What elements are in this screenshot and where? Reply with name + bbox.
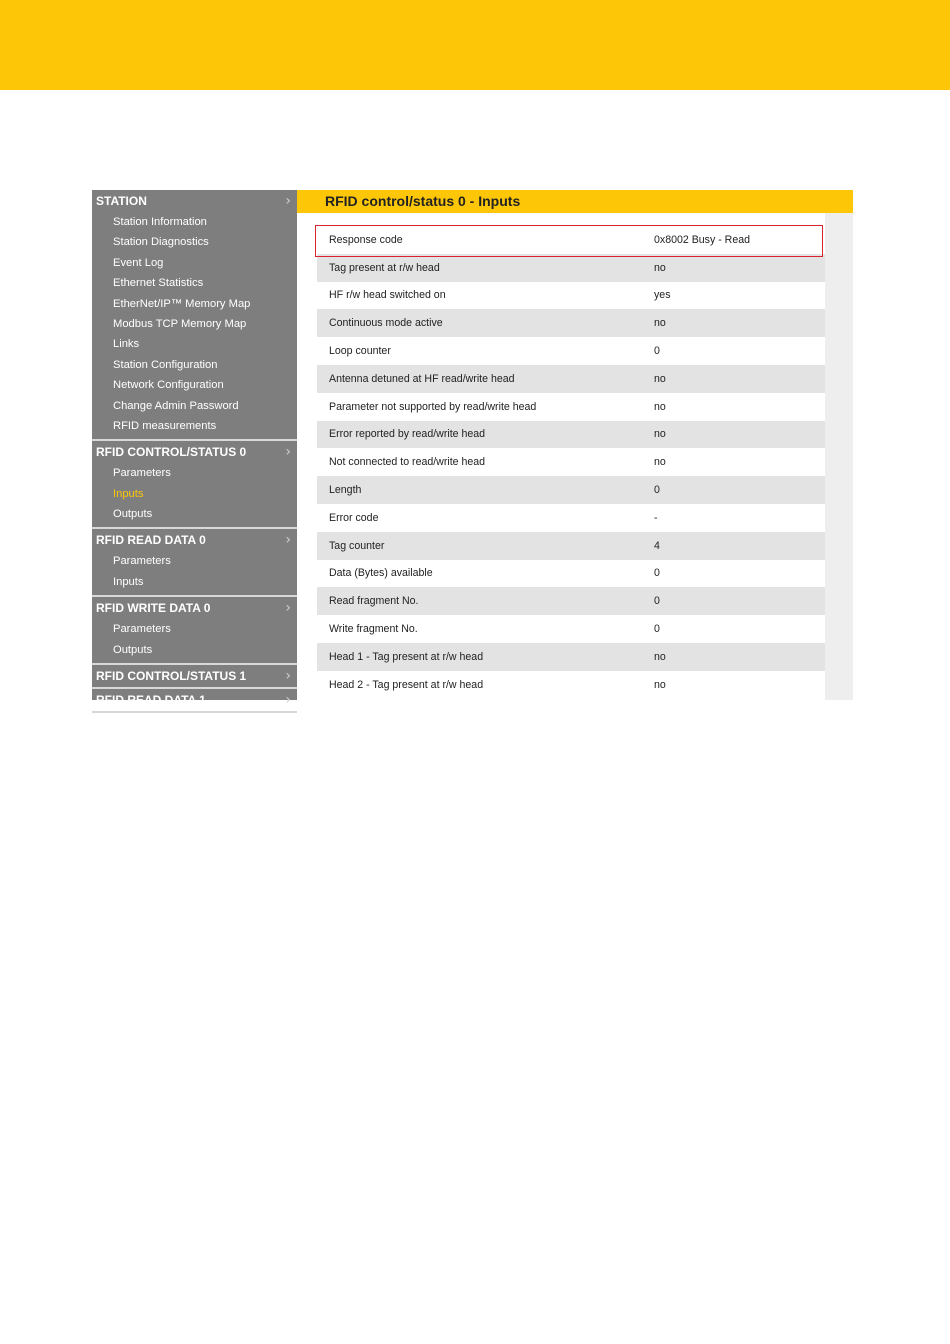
row-value: no (654, 678, 666, 691)
chevron-right-icon: › (285, 692, 291, 709)
row-value: no (654, 261, 666, 274)
chevron-right-icon: › (285, 532, 291, 549)
sidebar-header-label: RFID CONTROL/STATUS 1 (96, 669, 247, 684)
table-row (317, 309, 825, 337)
sidebar-item-outputs[interactable]: Outputs (113, 643, 153, 656)
sidebar-item-modbus-tcp-memory-map[interactable]: Modbus TCP Memory Map (113, 317, 247, 330)
row-label: Loop counter (329, 345, 391, 358)
main-panel (297, 190, 853, 700)
table-row (317, 448, 825, 476)
sidebar-header-label: RFID READ DATA 0 (96, 533, 206, 548)
scrollbar[interactable] (825, 213, 853, 700)
chevron-right-icon: › (285, 193, 291, 209)
row-label: Continuous mode active (329, 317, 443, 330)
sidebar-item-ethernet-ip-memory-map[interactable]: EtherNet/IP™ Memory Map (113, 297, 251, 310)
sidebar-header-rfid-read-data-0[interactable] (92, 529, 297, 551)
row-value: 0 (654, 345, 660, 358)
sidebar-item-station-configuration[interactable]: Station Configuration (113, 358, 218, 371)
row-label: Write fragment No. (329, 623, 418, 636)
row-value: no (654, 317, 666, 330)
sidebar-item-parameters[interactable]: Parameters (113, 623, 171, 636)
table-row (317, 226, 825, 254)
row-label: Read fragment No. (329, 595, 419, 608)
top-banner (0, 0, 950, 90)
row-value: no (654, 650, 666, 663)
table-row (317, 476, 825, 504)
sidebar-item-rfid-measurements[interactable]: RFID measurements (113, 419, 217, 432)
sidebar-items (92, 463, 297, 527)
row-label: Antenna detuned at HF read/write head (329, 372, 515, 385)
table-row (317, 587, 825, 615)
table-row (317, 393, 825, 421)
sidebar-item-parameters[interactable]: Parameters (113, 467, 171, 480)
row-label: Error reported by read/write head (329, 428, 486, 441)
row-label: Data (Bytes) available (329, 567, 433, 580)
sidebar-header-rfid-control-status-0[interactable] (92, 441, 297, 463)
table-row (317, 504, 825, 532)
sidebar-items (92, 619, 297, 663)
sidebar-nav (92, 190, 297, 709)
chevron-right-icon: › (285, 600, 291, 617)
row-value: 0 (654, 623, 660, 636)
row-value: 0 (654, 567, 660, 580)
row-label: Length (329, 484, 362, 497)
row-label: Not connected to read/write head (329, 456, 486, 469)
row-label: Response code (329, 233, 403, 246)
row-value: no (654, 456, 666, 469)
table-row (317, 365, 825, 393)
sidebar-item-inputs[interactable]: Inputs (113, 487, 144, 500)
row-label: Tag present at r/w head (329, 261, 440, 274)
sidebar-item-event-log[interactable]: Event Log (113, 256, 164, 269)
inputs-table (317, 226, 825, 699)
table-row (317, 282, 825, 310)
row-label: Tag counter (329, 539, 385, 552)
web-interface (92, 190, 853, 709)
sidebar-section-rfid-read-data-0 (92, 529, 297, 597)
sidebar-header-station[interactable] (92, 190, 297, 212)
sidebar-header-rfid-read-data-1[interactable] (92, 689, 297, 711)
sidebar-item-inputs[interactable]: Inputs (113, 575, 144, 588)
sidebar-section-station (92, 190, 297, 441)
row-value: 4 (654, 539, 660, 552)
table-row (317, 254, 825, 282)
table-row (317, 671, 825, 699)
sidebar-header-label: RFID WRITE DATA 0 (96, 601, 211, 616)
row-value: - (654, 511, 658, 524)
row-value: 0 (654, 595, 660, 608)
sidebar-item-station-information[interactable]: Station Information (113, 216, 207, 228)
row-label: Parameter not supported by read/write head (329, 400, 537, 413)
row-value: yes (654, 289, 671, 302)
row-label: Head 2 - Tag present at r/w head (329, 678, 484, 691)
row-value: no (654, 372, 666, 385)
sidebar-item-outputs[interactable]: Outputs (113, 508, 153, 521)
sidebar-section-rfid-read-data-1 (92, 689, 297, 713)
sidebar-section-rfid-control-status-1 (92, 665, 297, 689)
table-row (317, 421, 825, 449)
table-row (317, 532, 825, 560)
row-label: HF r/w head switched on (329, 289, 446, 302)
sidebar-header-label: STATION (96, 194, 147, 208)
sidebar-item-change-admin-password[interactable]: Change Admin Password (113, 399, 239, 412)
sidebar-header-rfid-write-data-0[interactable] (92, 597, 297, 619)
sidebar-header-label: RFID CONTROL/STATUS 0 (96, 445, 247, 460)
chevron-right-icon: › (285, 444, 291, 461)
row-value: no (654, 428, 666, 441)
table-row (317, 337, 825, 365)
chevron-right-icon: › (285, 668, 291, 685)
sidebar-item-network-configuration[interactable]: Network Configuration (113, 379, 224, 392)
table-row (317, 615, 825, 643)
row-label: Error code (329, 511, 379, 524)
sidebar-item-links[interactable]: Links (113, 338, 140, 351)
sidebar-item-parameters[interactable]: Parameters (113, 555, 171, 568)
row-value: no (654, 400, 666, 413)
sidebar-section-rfid-control-status-0 (92, 441, 297, 529)
row-value: 0x8002 Busy - Read (654, 233, 750, 246)
sidebar-header-label: RFID READ DATA 1 (96, 693, 206, 708)
page-title: RFID control/status 0 - Inputs (325, 193, 521, 209)
sidebar-items (92, 551, 297, 595)
table-row (317, 560, 825, 588)
sidebar-item-station-diagnostics[interactable]: Station Diagnostics (113, 236, 209, 249)
row-label: Head 1 - Tag present at r/w head (329, 650, 484, 663)
sidebar-item-ethernet-statistics[interactable]: Ethernet Statistics (113, 277, 204, 290)
sidebar-section-rfid-write-data-0 (92, 597, 297, 665)
page-title-bar (297, 190, 853, 213)
table-row (317, 643, 825, 671)
sidebar-items (92, 212, 297, 439)
row-value: 0 (654, 484, 660, 497)
sidebar-header-rfid-control-status-1[interactable] (92, 665, 297, 687)
